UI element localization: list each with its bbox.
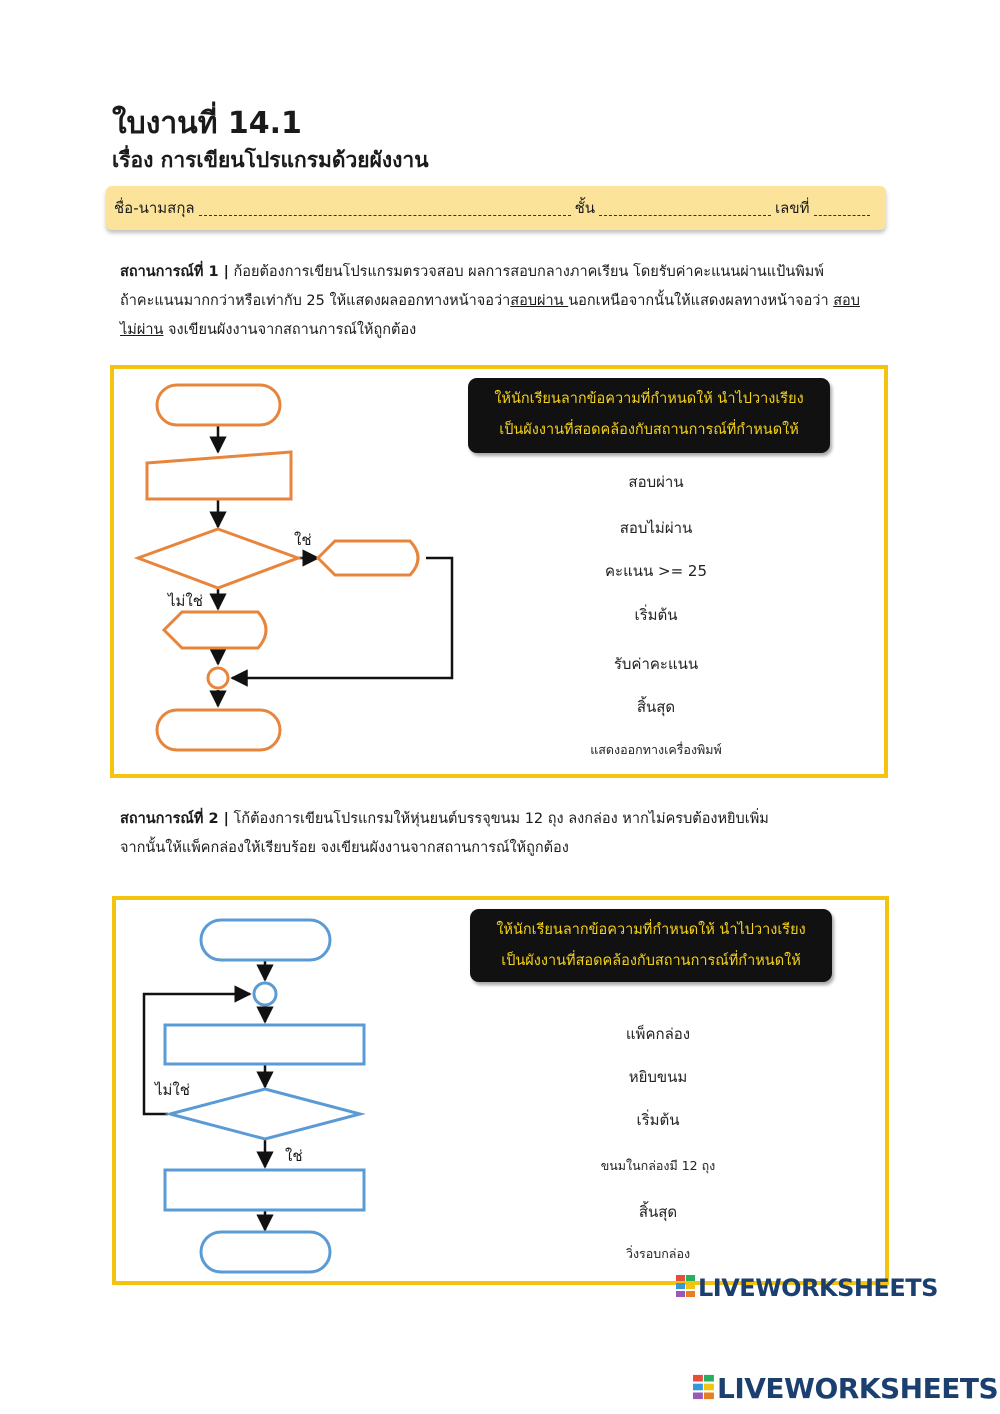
flowchart-1-no-label: ไม่ใช่ (168, 592, 203, 610)
scenario-1-option-pass[interactable]: สอบผ่าน (628, 473, 684, 491)
scenario-2-option-end[interactable]: สิ้นสุด (638, 1203, 678, 1221)
scenario-2-option-pick-snack[interactable]: หยิบขนม (628, 1068, 688, 1086)
worksheet-title: ใบงานที่ 14.1 (112, 106, 302, 141)
scenario-2-instruction-box (470, 909, 832, 982)
liveworksheets-logo-footer-text: LIVEWORKSHEETS (717, 1372, 999, 1405)
scenario-1-instruction-box (468, 378, 830, 453)
liveworksheets-logo-text: LIVEWORKSHEETS (698, 1274, 938, 1302)
flowchart-1-display-no[interactable] (164, 612, 266, 648)
flowchart-1-input-shape[interactable] (147, 452, 291, 499)
flowchart-1-yes-label: ใช่ (294, 531, 312, 549)
scenario-2-option-run-around-box[interactable]: วิ่งรอบกล่อง (625, 1246, 691, 1261)
scenario-1-option-print-output[interactable]: แสดงออกทางเครื่องพิมพ์ (590, 742, 722, 757)
worksheet-subtitle: เรื่อง การเขียนโปรแกรมด้วยผังงาน (112, 148, 429, 172)
flowchart-1-decision[interactable] (138, 529, 298, 588)
name-label: ชื่อ-นามสกุล (114, 199, 195, 217)
scenario-2-option-start[interactable]: เริ่มต้น (636, 1111, 680, 1129)
fail-word-part-2: ไม่ผ่าน (120, 322, 164, 338)
flowchart-1-connector (208, 668, 228, 688)
scenario-2-option-condition[interactable]: ขนมในกล่องมี 12 ถุง (600, 1158, 716, 1173)
flowchart-1-display-yes[interactable] (318, 541, 418, 575)
scenario-1-option-condition[interactable]: คะแนน >= 25 (604, 562, 708, 580)
scenario-1-heading: สถานการณ์ที่ 1 | (120, 264, 229, 280)
scenario-1-line-3: นอกเหนือจากนั้นให้แสดงผลทางหน้าจอว่า (568, 293, 834, 309)
scenario-1-instruction-line-1: ให้นักเรียนลากข้อความที่กำหนดให้ นำไปวางเรียง (494, 391, 804, 407)
fail-word-part-1: สอบ (833, 293, 860, 309)
scenario-1-line-2: ถ้าคะแนนมากกว่าหรือเท่ากับ 25 ให้แสดงผลออกทางหน้าจอว่า (120, 293, 511, 309)
number-label: เลขที่ (775, 199, 810, 217)
scenario-1-instruction-line-2: เป็นผังงานที่สอดคล้องกับสถานการณ์ที่กำหนดให้ (499, 422, 799, 438)
scenario-2-line-2: จากนั้นให้แพ็คกล่องให้เรียบร้อย จงเขียนผังงานจากสถานการณ์ให้ถูกต้อง (120, 840, 569, 856)
flowchart-1-end-terminal[interactable] (157, 710, 280, 750)
liveworksheets-mark-icon-footer (693, 1374, 715, 1407)
pass-word: สอบผ่าน (510, 293, 569, 309)
scenario-2-option-pack-box[interactable]: แพ็คกล่อง (625, 1025, 691, 1043)
class-label: ชั้น (574, 199, 596, 217)
flowchart-1-start-terminal[interactable] (157, 385, 280, 425)
scenario-1-option-input-score[interactable]: รับค่าคะแนน (613, 655, 699, 673)
scenario-2-line-1: โก้ต้องการเขียนโปรแกรมให้หุ่นยนต์บรรจุขนม 12 ถุง ลงกล่อง หากไม่ครบต้องหยิบเพิ่ม (228, 811, 769, 827)
scenario-2-instruction-line-2: เป็นผังงานที่สอดคล้องกับสถานการณ์ที่กำหนดให้ (501, 953, 801, 969)
flowchart-2-no-label: ไม่ใช่ (155, 1081, 190, 1099)
scenario-2-text (120, 805, 900, 863)
liveworksheets-mark-icon (676, 1275, 696, 1303)
scenario-2-heading: สถานการณ์ที่ 2 | (120, 811, 229, 827)
scenario-2-instruction-line-1: ให้นักเรียนลากข้อความที่กำหนดให้ นำไปวางเรียง (496, 922, 806, 938)
liveworksheets-logo-inline (676, 1274, 938, 1303)
scenario-1-line-4: จงเขียนผังงานจากสถานการณ์ให้ถูกต้อง (163, 322, 417, 338)
scenario-1-line-1: ก้อยต้องการเขียนโปรแกรมตรวจสอบ ผลการสอบกลางภาคเรียน โดยรับค่าคะแนนผ่านแป้นพิมพ์ (228, 264, 824, 280)
flowchart-2-yes-label: ใช่ (285, 1147, 303, 1165)
scenario-1-option-fail[interactable]: สอบไม่ผ่าน (619, 519, 693, 537)
scenario-1-option-start[interactable]: เริ่มต้น (634, 606, 678, 624)
liveworksheets-logo-footer (693, 1372, 998, 1407)
scenario-1-option-end[interactable]: สิ้นสุด (636, 698, 676, 716)
